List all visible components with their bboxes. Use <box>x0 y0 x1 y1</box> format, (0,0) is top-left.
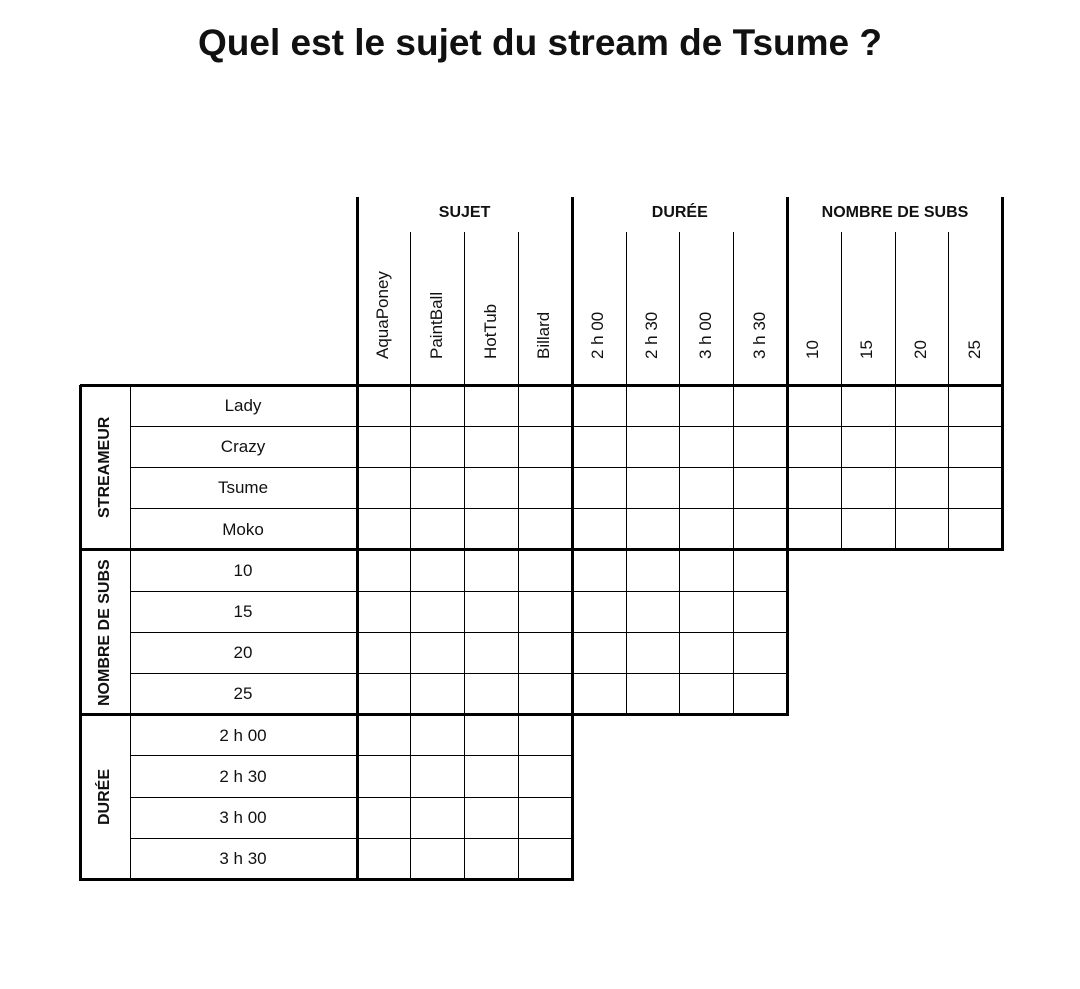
grid-cell[interactable] <box>734 673 788 714</box>
header-divider <box>895 232 896 385</box>
row-label-streameur-3: Moko <box>222 519 264 539</box>
header-divider <box>841 232 842 385</box>
column-label-duree-0: 2 h 00 <box>588 311 608 359</box>
grid-cell[interactable] <box>734 632 788 673</box>
grid-cell[interactable] <box>895 509 949 550</box>
grid-cell[interactable] <box>465 715 519 756</box>
grid-cell[interactable] <box>357 550 411 591</box>
grid-cell[interactable] <box>411 385 465 426</box>
grid-cell[interactable] <box>357 467 411 508</box>
grid-cell[interactable] <box>465 673 519 714</box>
header-divider <box>679 232 680 385</box>
grid-cell[interactable] <box>841 426 895 467</box>
grid-cell[interactable] <box>572 673 626 714</box>
cell-divider <box>410 385 411 550</box>
column-label-sujet-3: Billard <box>534 311 554 359</box>
row-group-label-streameur: STREAMEUR <box>96 416 113 518</box>
grid-cell[interactable] <box>949 385 1003 426</box>
label-divider <box>130 715 131 880</box>
row-divider <box>130 426 1003 427</box>
row-label-subs-1: 15 <box>233 602 253 621</box>
label-divider <box>130 550 131 715</box>
group-bottom-border <box>79 878 574 881</box>
grid-cell[interactable] <box>841 467 895 508</box>
grid-cell[interactable] <box>734 385 788 426</box>
grid-cell[interactable] <box>626 673 680 714</box>
grid-cell[interactable] <box>465 797 519 838</box>
cell-divider <box>786 550 789 715</box>
header-divider <box>948 232 949 385</box>
grid-cell[interactable] <box>357 797 411 838</box>
cell-divider <box>571 385 574 550</box>
grid-cell[interactable] <box>949 467 1003 508</box>
grid-cell[interactable] <box>518 467 572 508</box>
grid-cell[interactable] <box>357 385 411 426</box>
header-divider <box>733 232 734 385</box>
grid-cell[interactable] <box>680 673 734 714</box>
grid-cell[interactable] <box>518 715 572 756</box>
header-divider <box>356 197 359 385</box>
grid-cell[interactable] <box>841 385 895 426</box>
column-label-duree-2: 3 h 00 <box>695 311 715 359</box>
cell-divider <box>733 385 734 550</box>
grid-cell[interactable] <box>734 426 788 467</box>
cell-divider <box>948 385 949 550</box>
row-label-duree-0: 2 h 00 <box>219 725 267 745</box>
grid-cell[interactable] <box>949 509 1003 550</box>
grid-cell[interactable] <box>949 426 1003 467</box>
grid-cell[interactable] <box>465 467 519 508</box>
group-bottom-border <box>786 548 1004 551</box>
grid-cell[interactable] <box>895 385 949 426</box>
header-divider <box>464 232 465 385</box>
row-group-label-subs: NOMBRE DE SUBS <box>96 559 113 706</box>
row-divider <box>130 508 1003 509</box>
row-label-duree-3: 3 h 30 <box>219 849 267 869</box>
row-label-subs-2: 20 <box>233 643 253 663</box>
row-divider <box>130 797 572 798</box>
row-divider <box>130 591 787 592</box>
grid-cell[interactable] <box>357 632 411 673</box>
header-divider <box>786 197 789 385</box>
grid-cell[interactable] <box>465 591 519 632</box>
cell-divider <box>733 550 734 715</box>
row-divider <box>130 755 572 756</box>
outer-left-border <box>79 550 82 715</box>
cell-divider <box>626 550 627 715</box>
row-label-duree-1: 2 h 30 <box>219 766 267 786</box>
cell-divider <box>895 385 896 550</box>
grid-cell[interactable] <box>572 426 626 467</box>
row-group-label-duree: DURÉE <box>96 768 113 825</box>
grid-cell[interactable] <box>465 756 519 797</box>
cell-divider <box>679 385 680 550</box>
grid-cell[interactable] <box>734 509 788 550</box>
column-label-subs-1: 15 <box>857 340 877 359</box>
cell-divider <box>518 550 519 715</box>
grid-cell[interactable] <box>680 467 734 508</box>
grid-cell[interactable] <box>572 550 626 591</box>
row-divider <box>130 838 572 839</box>
grid-cell[interactable] <box>518 385 572 426</box>
grid-cell[interactable] <box>626 550 680 591</box>
row-divider <box>130 673 787 674</box>
group-divider <box>80 713 574 716</box>
grid-cell[interactable] <box>518 509 572 550</box>
column-group-label-subs: NOMBRE DE SUBS <box>821 204 969 221</box>
header-divider <box>1001 197 1004 385</box>
cell-divider <box>786 385 789 550</box>
grid-cell[interactable] <box>787 426 841 467</box>
group-divider <box>80 384 1004 387</box>
grid-cell[interactable] <box>734 550 788 591</box>
grid-cell[interactable] <box>465 509 519 550</box>
grid-cell[interactable] <box>411 797 465 838</box>
cell-divider <box>356 385 359 550</box>
grid-cell[interactable] <box>357 509 411 550</box>
grid-cell[interactable] <box>357 756 411 797</box>
cell-divider <box>679 550 680 715</box>
grid-cell[interactable] <box>411 673 465 714</box>
grid-cell[interactable] <box>411 509 465 550</box>
grid-cell[interactable] <box>465 632 519 673</box>
grid-cell[interactable] <box>465 385 519 426</box>
column-label-duree-1: 2 h 30 <box>641 311 661 359</box>
row-label-subs-0: 10 <box>233 560 253 580</box>
cell-divider <box>626 385 627 550</box>
grid-cell[interactable] <box>572 509 626 550</box>
grid-cell[interactable] <box>465 550 519 591</box>
grid-cell[interactable] <box>680 591 734 632</box>
column-label-sujet-2: HotTub <box>480 303 500 359</box>
row-divider <box>130 467 1003 468</box>
grid-cell[interactable] <box>465 838 519 879</box>
column-label-subs-0: 10 <box>803 340 823 359</box>
row-label-streameur-2: Tsume <box>217 478 269 498</box>
column-label-subs-3: 25 <box>964 340 984 359</box>
puzzle-title: Quel est le sujet du stream de Tsume ? <box>197 22 882 63</box>
header-divider <box>410 232 411 385</box>
grid-cell[interactable] <box>518 838 572 879</box>
grid-cell[interactable] <box>680 550 734 591</box>
column-label-sujet-1: PaintBall <box>426 291 446 359</box>
row-label-streameur-1: Crazy <box>220 437 266 457</box>
grid-cell[interactable] <box>680 385 734 426</box>
grid-cell[interactable] <box>411 838 465 879</box>
grid-cell[interactable] <box>411 756 465 797</box>
grid-cell[interactable] <box>518 756 572 797</box>
cell-divider <box>841 385 842 550</box>
label-divider <box>130 385 131 550</box>
grid-cell[interactable] <box>680 426 734 467</box>
column-group-label-sujet: SUJET <box>438 204 491 221</box>
column-label-duree-3: 3 h 30 <box>749 311 769 359</box>
grid-cell[interactable] <box>518 591 572 632</box>
cell-divider <box>1001 385 1004 550</box>
grid-cell[interactable] <box>841 509 895 550</box>
grid-cell[interactable] <box>572 385 626 426</box>
grid-cell[interactable] <box>411 550 465 591</box>
grid-cell[interactable] <box>626 591 680 632</box>
cell-divider <box>464 550 465 715</box>
grid-cell[interactable] <box>626 509 680 550</box>
column-group-label-duree: DURÉE <box>651 204 708 221</box>
grid-cell[interactable] <box>895 467 949 508</box>
grid-cell[interactable] <box>626 385 680 426</box>
grid-cell[interactable] <box>734 591 788 632</box>
grid-cell[interactable] <box>411 591 465 632</box>
grid-cell[interactable] <box>518 797 572 838</box>
grid-cell[interactable] <box>357 838 411 879</box>
grid-cell[interactable] <box>626 467 680 508</box>
row-label-duree-2: 3 h 00 <box>219 808 267 827</box>
header-divider <box>571 197 574 385</box>
grid-cell[interactable] <box>787 385 841 426</box>
grid-cell[interactable] <box>411 467 465 508</box>
grid-cell[interactable] <box>680 509 734 550</box>
grid-cell[interactable] <box>572 467 626 508</box>
grid-cell[interactable] <box>357 715 411 756</box>
grid-cell[interactable] <box>411 632 465 673</box>
outer-left-border <box>79 715 82 880</box>
grid-cell[interactable] <box>626 632 680 673</box>
grid-cell[interactable] <box>572 591 626 632</box>
cell-divider <box>518 715 519 880</box>
header-divider <box>518 232 519 385</box>
header-divider <box>626 232 627 385</box>
grid-cell[interactable] <box>572 632 626 673</box>
cell-divider <box>518 385 519 550</box>
cell-divider <box>410 715 411 880</box>
grid-cell[interactable] <box>518 673 572 714</box>
group-divider <box>80 548 789 551</box>
cell-divider <box>356 715 359 880</box>
cell-divider <box>464 715 465 880</box>
cell-divider <box>571 715 574 880</box>
grid-cell[interactable] <box>357 426 411 467</box>
outer-left-border <box>79 385 82 550</box>
cell-divider <box>356 550 359 715</box>
grid-cell[interactable] <box>787 467 841 508</box>
grid-cell[interactable] <box>680 632 734 673</box>
row-label-subs-3: 25 <box>233 684 253 704</box>
row-label-streameur-0: Lady <box>224 396 262 415</box>
grid-cell[interactable] <box>518 550 572 591</box>
grid-cell[interactable] <box>895 426 949 467</box>
column-label-sujet-0: AquaPoney <box>372 271 392 359</box>
grid-cell[interactable] <box>411 715 465 756</box>
cell-divider <box>571 550 574 715</box>
grid-cell[interactable] <box>518 426 572 467</box>
cell-divider <box>464 385 465 550</box>
row-divider <box>130 632 787 633</box>
grid-cell[interactable] <box>357 673 411 714</box>
grid-cell[interactable] <box>465 426 519 467</box>
grid-cell[interactable] <box>357 591 411 632</box>
group-bottom-border <box>571 713 789 716</box>
grid-cell[interactable] <box>734 467 788 508</box>
column-label-subs-2: 20 <box>910 340 930 359</box>
grid-cell[interactable] <box>411 426 465 467</box>
grid-cell[interactable] <box>787 509 841 550</box>
grid-cell[interactable] <box>626 426 680 467</box>
grid-cell[interactable] <box>518 632 572 673</box>
cell-divider <box>410 550 411 715</box>
